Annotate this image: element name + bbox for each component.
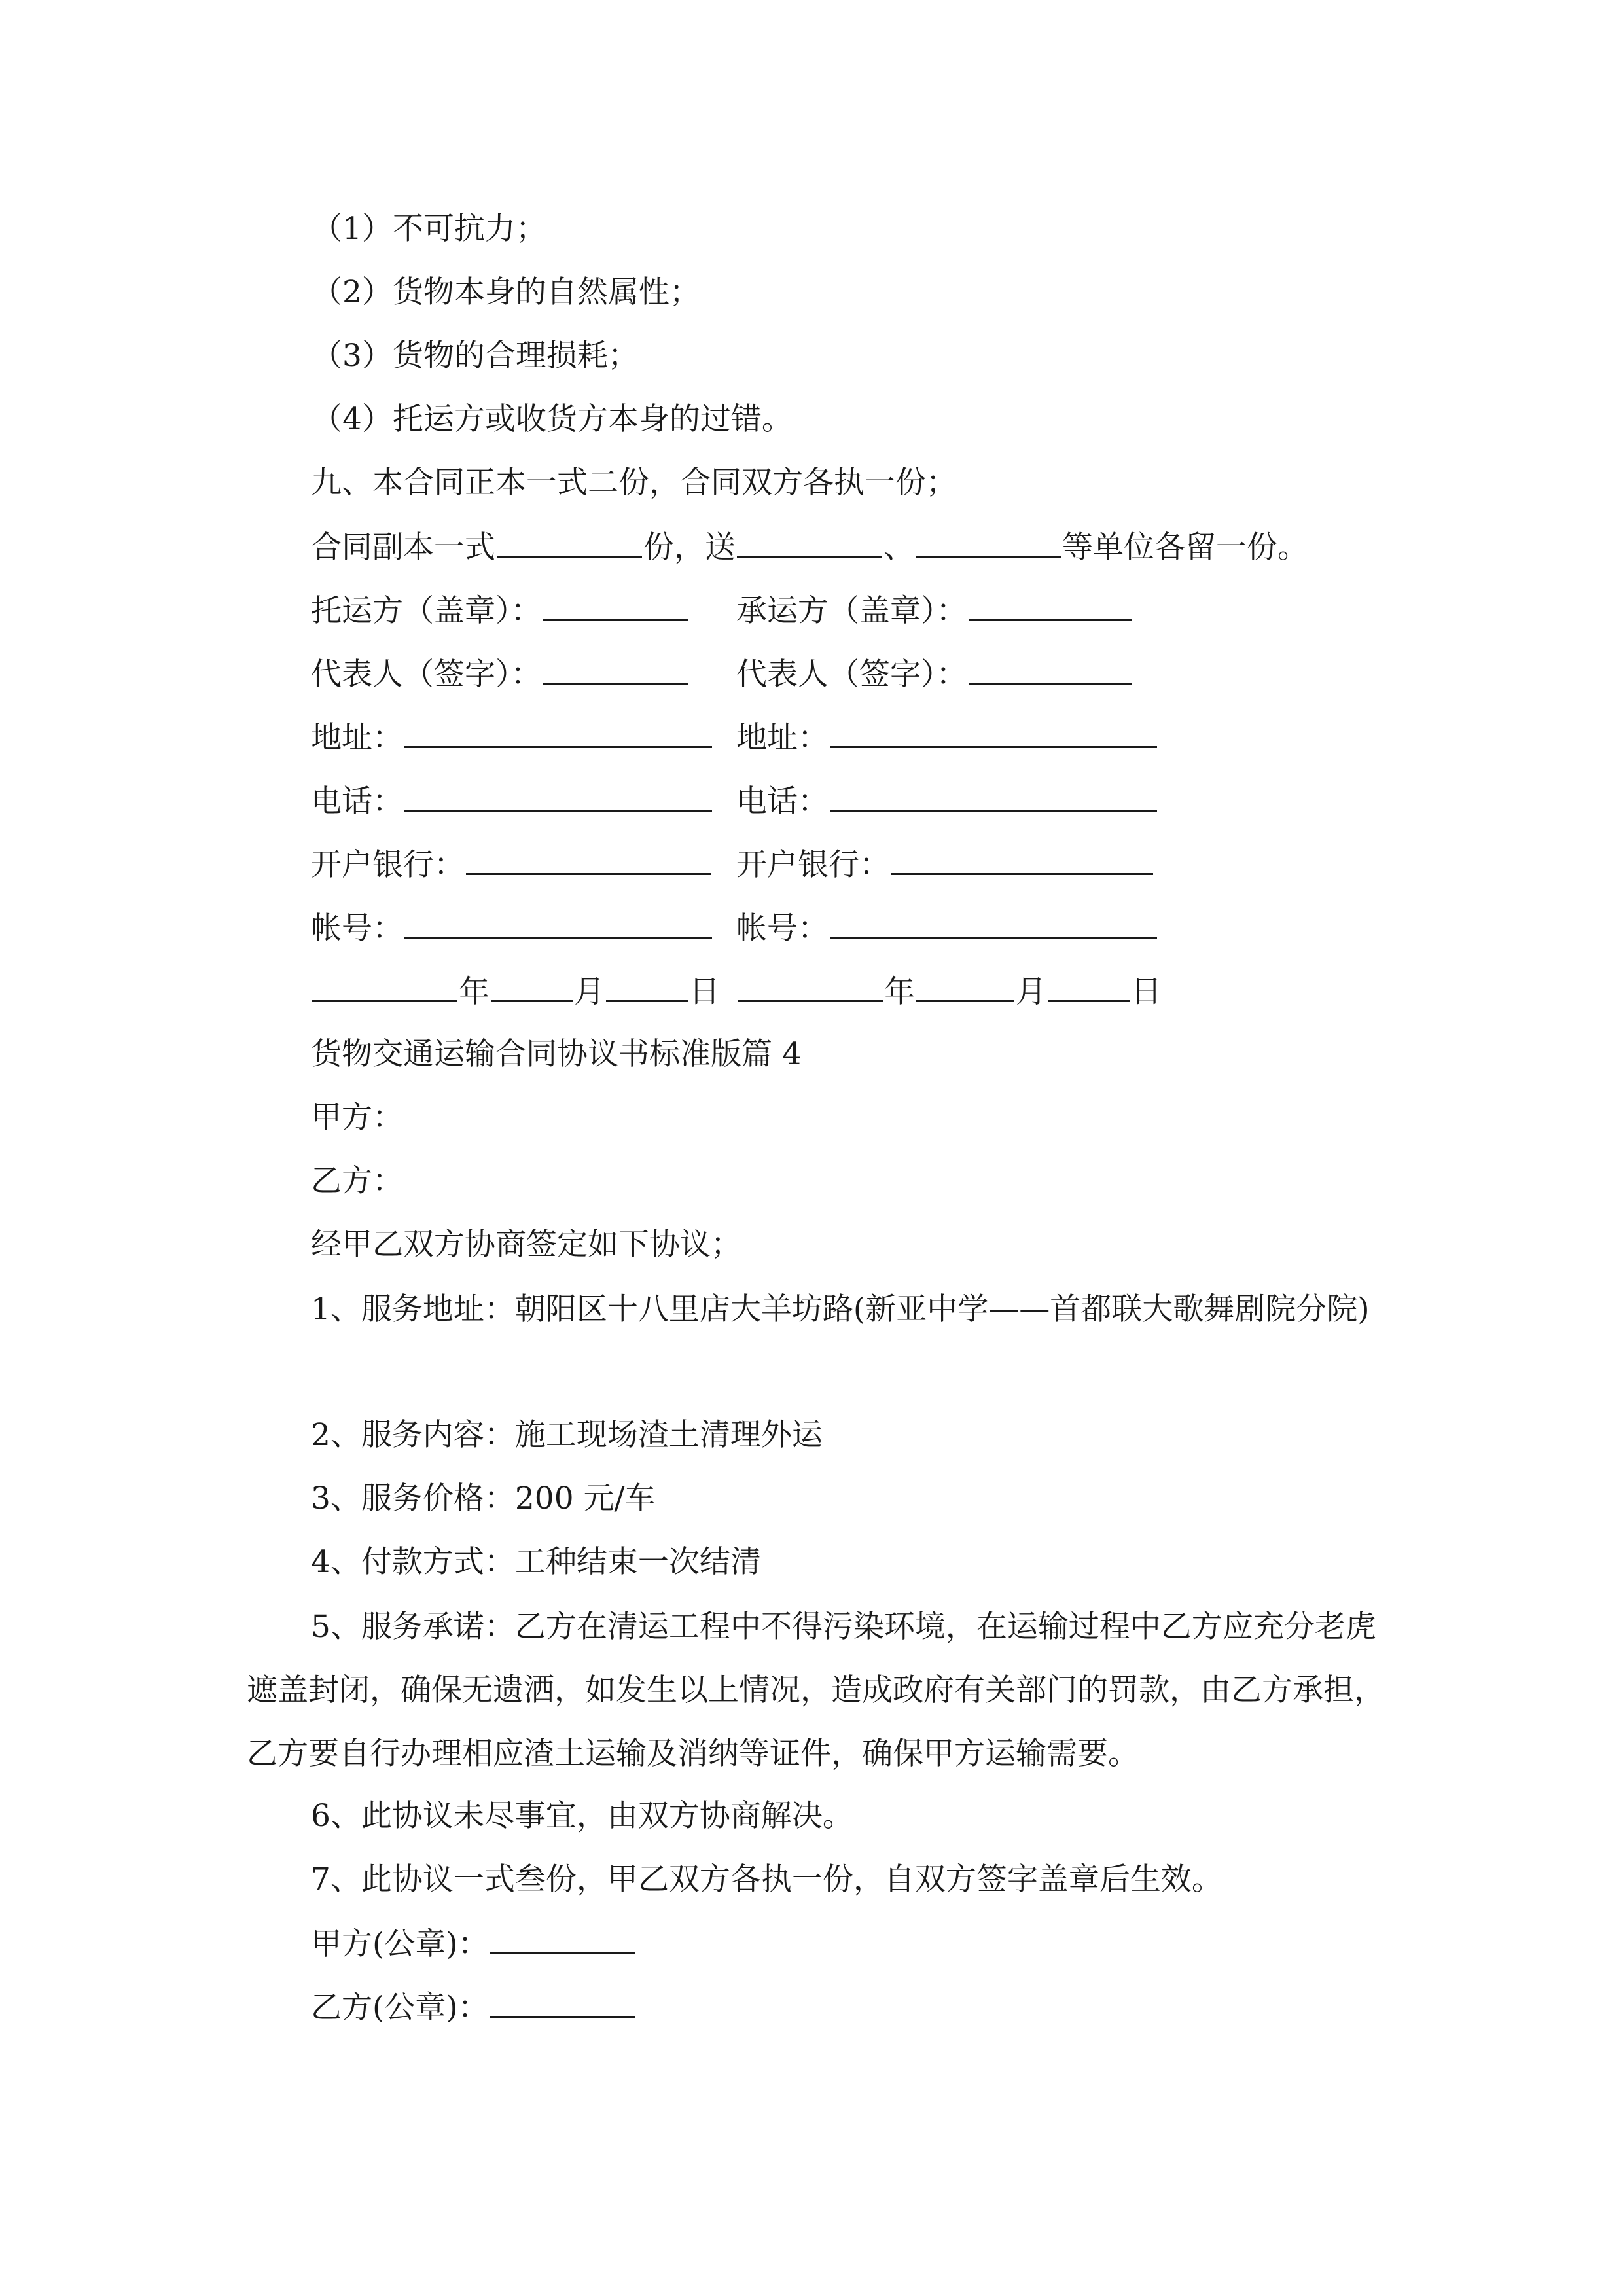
shipper-seal-blank: [543, 590, 688, 621]
shipper-day-blank: [606, 971, 688, 1002]
recipient-1-blank: [737, 527, 882, 558]
shipper-month-blank: [491, 971, 573, 1002]
carrier-phone-blank: [830, 781, 1157, 812]
shipper-rep-label: 代表人（签字）：: [311, 656, 542, 692]
seal-a-row: [311, 1924, 637, 1964]
phone-row: [311, 781, 829, 821]
clause-6: 6、此协议未尽事宜，由双方协商解决。: [311, 1798, 853, 1834]
carrier-month-blank: [916, 971, 1014, 1002]
recipient-2-blank: [916, 527, 1061, 558]
shipper-seal-row: [311, 590, 967, 631]
item-1: （1）不可抗力；: [312, 211, 546, 247]
seal-b-blank: [490, 1987, 635, 2018]
carrier-address-blank: [830, 717, 1157, 748]
carrier-bank-blank: [891, 844, 1153, 875]
item-2: （2）货物本身的自然属性；: [312, 274, 700, 310]
copies-line: [311, 527, 1308, 567]
copies-text-c: 、: [883, 529, 914, 565]
carrier-day-label: 日: [1131, 974, 1162, 1010]
seal-a-label: 甲方(公章)：: [311, 1926, 489, 1962]
carrier-seal-blank: [969, 590, 1132, 621]
carrier-account-label: 帐号：: [736, 910, 829, 946]
date-row: [311, 971, 1162, 1012]
copies-text-b: 份，送: [643, 529, 736, 565]
copies-count-blank: [497, 527, 642, 558]
shipper-bank-blank: [466, 844, 711, 875]
carrier-address-label: 地址：: [736, 720, 829, 756]
shipper-seal-label: 托运方（盖章）：: [311, 593, 542, 629]
shipper-phone-blank: [404, 781, 712, 812]
carrier-year-blank: [738, 971, 883, 1002]
carrier-seal-label: 承运方（盖章）：: [736, 593, 967, 629]
carrier-account-blank: [830, 908, 1157, 939]
clause-1: 1、服务地址：朝阳区十八里店大羊坊路(新亚中学——首都联大歌舞剧院分院): [311, 1291, 1370, 1327]
shipper-account-blank: [404, 908, 712, 939]
shipper-account-label: 帐号：: [311, 910, 403, 946]
carrier-bank-label: 开户银行：: [736, 847, 890, 883]
clause-9: 九、本合同正本一式二份，合同双方各执一份；: [311, 465, 957, 501]
agreement-intro: 经甲乙双方协商签定如下协议；: [311, 1227, 741, 1263]
shipper-address-label: 地址：: [311, 720, 403, 756]
carrier-rep-blank: [969, 654, 1132, 685]
carrier-phone-label: 电话：: [736, 783, 829, 819]
carrier-day-blank: [1048, 971, 1130, 1002]
section-title: 货物交通运输合同协议书标准版篇 4: [311, 1036, 802, 1072]
carrier-year-label: 年: [884, 974, 915, 1010]
copies-text-d: 等单位各留一份。: [1062, 529, 1308, 565]
account-row: [311, 908, 829, 948]
shipper-month-label: 月: [574, 974, 605, 1010]
seal-a-blank: [490, 1924, 635, 1954]
clause-3: 3、服务价格：200 元/车: [311, 1480, 656, 1516]
rep-row: [311, 654, 967, 694]
shipper-address-blank: [404, 717, 712, 748]
seal-b-label: 乙方(公章)：: [311, 1990, 489, 2026]
clause-2: 2、服务内容：施工现场渣土清理外运: [311, 1417, 823, 1453]
seal-b-row: [311, 1987, 637, 2028]
carrier-month-label: 月: [1016, 974, 1046, 1010]
shipper-rep-blank: [543, 654, 688, 685]
address-row: [311, 717, 829, 758]
clause-5: 5、服务承诺：乙方在清运工程中不得污染环境，在运输过程中乙方应充分老虎遮盖封闭，确保无遗洒，如发生以上情况，造成政府有关部门的罚款，由乙方承担，乙方要自行办理相应渣土运输及消纳等证件，确保甲方运输需要。: [247, 1609, 1385, 1772]
shipper-phone-label: 电话：: [311, 783, 403, 819]
party-b: 乙方：: [311, 1163, 403, 1199]
item-4: （4）托运方或收货方本身的过错。: [312, 401, 793, 437]
shipper-bank-label: 开户银行：: [311, 847, 465, 883]
shipper-year-blank: [312, 971, 457, 1002]
shipper-day-label: 日: [689, 974, 720, 1010]
carrier-rep-label: 代表人（签字）：: [736, 656, 967, 692]
bank-row: [311, 844, 890, 885]
clause-7: 7、此协议一式叁份，甲乙双方各执一份，自双方签字盖章后生效。: [311, 1861, 1222, 1897]
item-3: （3）货物的合理损耗；: [312, 338, 639, 374]
shipper-year-label: 年: [459, 974, 490, 1010]
copies-text-a: 合同副本一式: [311, 529, 495, 565]
clause-4: 4、付款方式：工种结束一次结清: [311, 1544, 761, 1580]
party-a: 甲方：: [311, 1100, 403, 1136]
